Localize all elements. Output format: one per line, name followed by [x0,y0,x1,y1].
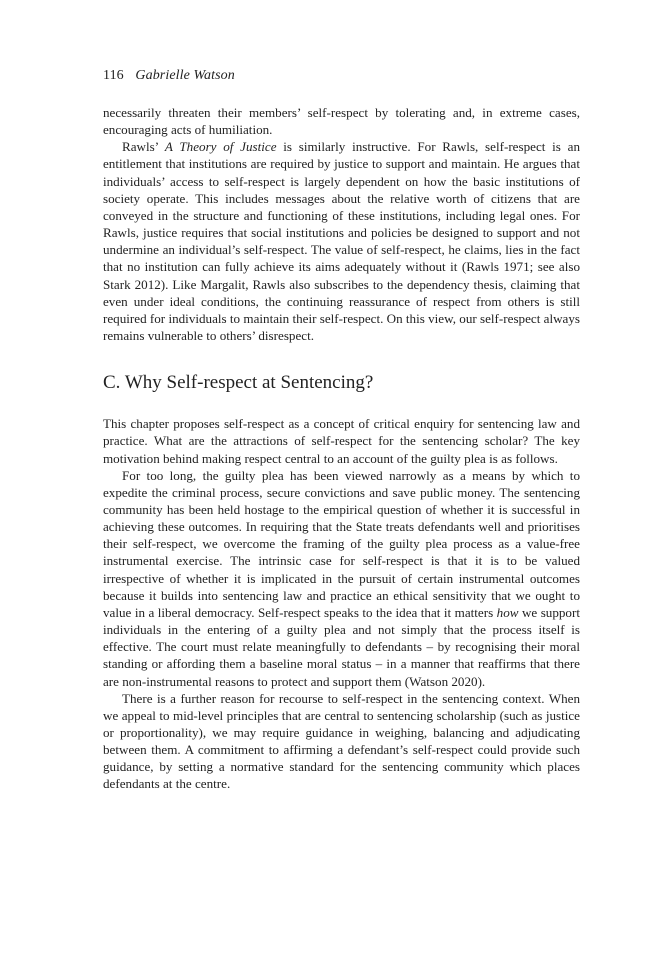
text-run: This chapter proposes self-respect as a concept of critical enquiry for sentencing law and practice. What are the attractions of self-respect for the sentencing scholar? The key motivation behind making respect central to an account of the guilty plea is as follows. [103,416,580,466]
text-run: necessarily threaten their members’ self-respect by tolerating and, in extreme cases, encouraging acts of humiliation. [103,105,580,138]
paragraph [103,690,580,793]
author-name: Gabrielle Watson [135,68,235,83]
page-number: 116 [103,68,124,83]
running-head [103,68,235,84]
paragraph [103,104,580,138]
text-run: There is a further reason for recourse to self-respect in the sentencing context. When we appeal to mid-level principles that are central to sentencing scholarship (such as justice or proportionality), we may require guidance in weighing, balancing and adjudicating between them. A commitment to affirming a defendant’s self-respect could provide such guidance, by setting a normative standard for the sentencing community which places defendants at the centre. [103,690,580,792]
text-run: Rawls’ [122,139,165,155]
paragraphs-after-heading [103,415,580,792]
paragraph [103,415,580,466]
paragraph [103,467,580,690]
paragraph [103,138,580,344]
text-run: For too long, the guilty plea has been viewed narrowly as a means by which to expedite the criminal process, secure convictions and save public money. The sentencing community has been held hostage to the empirical question of whether it is successful in achieving these outcomes. In requiring that the State treats defendants well and prioritises their self-respect, we overcome the framing of the guilty plea process as a value-free instrumental exercise. The intrinsic case for self-respect is that it is to be valued irrespective of whether it is implicated in the pursuit of certain instrumental outcomes because it builds into sentencing law and practice an ethical sensitivity that we ought to value in a liberal democracy. Self-respect speaks to the idea that it matters [103,467,580,620]
section-heading: C. Why Self-respect at Sentencing? [103,372,374,394]
italic-text: how [496,604,519,620]
italic-text: A Theory of Justice [164,139,277,155]
page-body [103,104,580,793]
text-run: we support individuals in the entering of a guilty plea and not simply that the process itself is effective. The court must relate meaningfully to defendants – by recognising their moral standing or affording them a baseline moral status – in a manner that reaffirms that there are non-instrumental reasons to protect and support them (Watson 2020). [103,604,580,689]
text-run: is similarly instructive. For Rawls, self-respect is an entitlement that institutions are required by justice to support and maintain. He argues that individuals’ access to self-respect is largely dependent on how the basic institutions of society operate. This includes messages about the relative worth of citizens that are conveyed in the structure and functioning of these institutions, including legal ones. For Rawls, justice requires that social institutions and policies be designed to support and not undermine an individual’s self-respect. The value of self-respect, he claims, lies in the fact that no institution can fully achieve its aims adequately without it (Rawls 1971; see also Stark 2012). Like Margalit, Rawls also subscribes to the dependency thesis, claiming that even under ideal conditions, the continuing reassurance of respect from others is still required for individuals to maintain their self-respect. On this view, our self-respect always remains vulnerable to others’ disrespect. [103,139,580,344]
paragraphs-before-heading [103,104,580,344]
